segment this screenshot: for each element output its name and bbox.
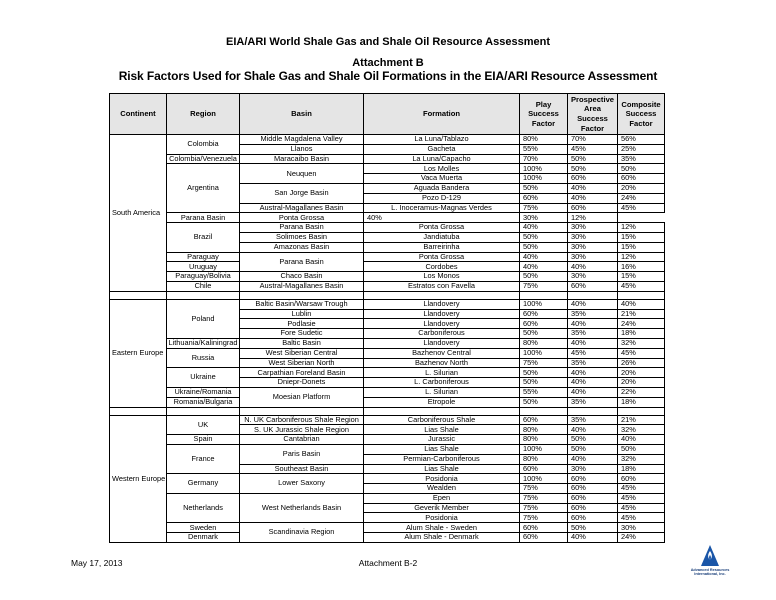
table-row [110, 533, 665, 543]
region-cell: Argentina [167, 164, 240, 213]
basin-cell: Southeast Basin [240, 464, 364, 474]
prospective-factor-cell: 40% [568, 368, 618, 378]
formation-cell: Aguada Bandera [364, 183, 520, 193]
composite-factor-cell: 30% [618, 523, 665, 533]
prospective-factor-cell: 40% [568, 454, 618, 464]
prospective-factor-cell: 45% [568, 144, 618, 154]
formation-cell: Posidonia [364, 474, 520, 484]
basin-cell: Scandinavia Region [240, 523, 364, 543]
play-factor-cell: 50% [520, 378, 568, 388]
formation-cell: Barreirinha [364, 242, 520, 252]
basin-cell: Amazonas Basin [240, 242, 364, 252]
basin-cell: Moesian Platform [240, 387, 364, 407]
table-row [110, 493, 665, 503]
play-factor-cell: 80% [520, 338, 568, 348]
table-row [110, 252, 665, 262]
table-row [110, 262, 665, 272]
table-row [110, 444, 665, 454]
play-factor-cell: 55% [520, 144, 568, 154]
formation-cell: Permian-Carboniferous [364, 454, 520, 464]
play-factor-cell: 55% [520, 387, 568, 397]
region-cell: Colombia/Venezuela [167, 154, 240, 164]
continent-cell: South America [110, 135, 167, 292]
composite-factor-cell: 12% [618, 252, 665, 262]
formation-cell: Posidonia [364, 513, 520, 523]
region-cell: France [167, 444, 240, 473]
basin-cell: Chaco Basin [240, 272, 364, 282]
basin-cell: Austral-Magallanes Basin [240, 281, 364, 291]
prospective-factor-cell: 40% [568, 193, 618, 203]
basin-cell: Maracaibo Basin [240, 154, 364, 164]
header-prospective-success: Prospective Area Success Factor [568, 94, 618, 135]
composite-factor-cell: 45% [618, 281, 665, 291]
table-row [110, 135, 665, 145]
region-cell: Paraguay/Bolivia [167, 272, 240, 282]
play-factor-cell: 60% [520, 533, 568, 543]
header-play-success: Play Success Factor [520, 94, 568, 135]
play-factor-cell: 75% [520, 358, 568, 368]
composite-factor-cell: 20% [618, 378, 665, 388]
formation-cell: Los Monos [364, 272, 520, 282]
play-factor-cell: 75% [520, 484, 568, 494]
spacer-row [110, 291, 665, 299]
composite-factor-cell: 21% [618, 415, 665, 425]
prospective-factor-cell: 50% [568, 435, 618, 445]
prospective-factor-cell: 40% [568, 319, 618, 329]
basin-cell: Neuquen [240, 164, 364, 184]
basin-cell: Cantabrian [240, 435, 364, 445]
basin-cell: Baltic Basin [240, 338, 364, 348]
table-header-row [110, 94, 665, 135]
basin-cell: Austral-Magallanes Basin [240, 203, 364, 213]
composite-factor-cell: 12% [568, 213, 618, 223]
composite-factor-cell: 40% [618, 299, 665, 309]
prospective-factor-cell: 60% [568, 281, 618, 291]
formation-cell: Alum Shale - Denmark [364, 533, 520, 543]
composite-factor-cell: 25% [618, 144, 665, 154]
region-cell: Uruguay [167, 262, 240, 272]
table-row [110, 272, 665, 282]
play-factor-cell: 60% [520, 309, 568, 319]
composite-factor-cell: 15% [618, 232, 665, 242]
region-cell: Netherlands [167, 493, 240, 522]
play-factor-cell: 40% [520, 223, 568, 233]
footer-page-number: Attachment B-2 [358, 558, 418, 568]
region-cell: Ukraine/Romania [167, 387, 240, 397]
prospective-factor-cell: 35% [568, 415, 618, 425]
footer-date: May 17, 2013 [71, 558, 123, 568]
prospective-factor-cell: 40% [568, 378, 618, 388]
prospective-factor-cell: 60% [568, 174, 618, 184]
composite-factor-cell: 60% [618, 174, 665, 184]
formation-cell: Estratos con Favella [364, 281, 520, 291]
header-composite-success: Composite Success Factor [618, 94, 665, 135]
composite-factor-cell: 40% [618, 435, 665, 445]
formation-cell: Ponta Grossa [240, 213, 364, 223]
prospective-factor-cell: 35% [568, 329, 618, 339]
prospective-factor-cell: 30% [568, 272, 618, 282]
play-factor-cell: 80% [520, 454, 568, 464]
formation-cell: Vaca Muerta [364, 174, 520, 184]
composite-factor-cell: 18% [618, 329, 665, 339]
composite-factor-cell: 15% [618, 242, 665, 252]
ari-flame-logo-icon [698, 544, 722, 568]
play-factor-cell: 50% [520, 368, 568, 378]
basin-cell: Baltic Basin/Warsaw Trough [240, 299, 364, 309]
prospective-factor-cell: 60% [568, 474, 618, 484]
formation-cell: Alum Shale - Sweden [364, 523, 520, 533]
region-cell: Paraguay [167, 252, 240, 262]
prospective-factor-cell: 40% [568, 183, 618, 193]
formation-cell: Bazhenov North [364, 358, 520, 368]
basin-cell: N. UK Carboniferous Shale Region [240, 415, 364, 425]
prospective-factor-cell: 40% [568, 338, 618, 348]
prospective-factor-cell: 40% [568, 262, 618, 272]
basin-cell: West Siberian North [240, 358, 364, 368]
formation-cell: Lias Shale [364, 464, 520, 474]
prospective-factor-cell: 35% [568, 358, 618, 368]
play-factor-cell: 100% [520, 444, 568, 454]
company-logo [690, 544, 730, 577]
play-factor-cell: 75% [520, 503, 568, 513]
basin-cell: Paris Basin [240, 444, 364, 464]
prospective-factor-cell: 40% [568, 533, 618, 543]
table-row [110, 213, 665, 223]
region-cell: Chile [167, 281, 240, 291]
composite-factor-cell: 56% [618, 135, 665, 145]
prospective-factor-cell: 40% [568, 425, 618, 435]
formation-cell: L. Silurian [364, 368, 520, 378]
formation-cell: Llandovery [364, 319, 520, 329]
formation-cell: Wealden [364, 484, 520, 494]
basin-cell: Llanos [240, 144, 364, 154]
composite-factor-cell: 32% [618, 454, 665, 464]
table-row [110, 281, 665, 291]
region-cell: Brazil [167, 223, 240, 252]
formation-cell: Llandovery [364, 309, 520, 319]
play-factor-cell: 50% [520, 329, 568, 339]
composite-factor-cell: 22% [618, 387, 665, 397]
document-title: EIA/ARI World Shale Gas and Shale Oil Resource Assessment [226, 36, 550, 48]
table-row [110, 387, 665, 397]
play-factor-cell: 60% [520, 193, 568, 203]
basin-cell: Fore Sudetic [240, 329, 364, 339]
formation-cell: Lias Shale [364, 425, 520, 435]
region-cell: Colombia [167, 135, 240, 155]
formation-cell: L. Silurian [364, 387, 520, 397]
play-factor-cell: 60% [520, 464, 568, 474]
composite-factor-cell: 45% [618, 503, 665, 513]
prospective-factor-cell: 30% [568, 464, 618, 474]
region-cell: Russia [167, 348, 240, 368]
composite-factor-cell: 45% [618, 348, 665, 358]
prospective-factor-cell: 60% [568, 203, 618, 213]
formation-cell: Ponta Grossa [364, 223, 520, 233]
logo-text: Advanced Resources International, Inc. [690, 568, 730, 577]
prospective-factor-cell: 30% [568, 252, 618, 262]
composite-factor-cell: 60% [618, 474, 665, 484]
basin-cell: Lublin [240, 309, 364, 319]
formation-cell: Lias Shale [364, 444, 520, 454]
composite-factor-cell: 20% [618, 368, 665, 378]
play-factor-cell: 100% [520, 299, 568, 309]
basin-cell: S. UK Jurassic Shale Region [240, 425, 364, 435]
basin-cell: Parana Basin [167, 213, 240, 223]
prospective-factor-cell: 60% [568, 513, 618, 523]
risk-factors-table [109, 93, 665, 543]
prospective-factor-cell: 40% [568, 299, 618, 309]
play-factor-cell: 80% [520, 435, 568, 445]
formation-cell: L. Carboniferous [364, 378, 520, 388]
play-factor-cell: 100% [520, 474, 568, 484]
composite-factor-cell: 45% [618, 493, 665, 503]
formation-cell: Gacheta [364, 144, 520, 154]
prospective-factor-cell: 35% [568, 309, 618, 319]
composite-factor-cell: 18% [618, 464, 665, 474]
play-factor-cell: 50% [520, 397, 568, 407]
prospective-factor-cell: 50% [568, 523, 618, 533]
composite-factor-cell: 50% [618, 444, 665, 454]
composite-factor-cell: 16% [618, 262, 665, 272]
prospective-factor-cell: 60% [568, 493, 618, 503]
play-factor-cell: 80% [520, 135, 568, 145]
play-factor-cell: 75% [520, 203, 568, 213]
table-row [110, 435, 665, 445]
play-factor-cell: 100% [520, 348, 568, 358]
prospective-factor-cell: 35% [568, 397, 618, 407]
formation-cell: Jurassic [364, 435, 520, 445]
prospective-factor-cell: 60% [568, 484, 618, 494]
formation-cell: Ponta Grossa [364, 252, 520, 262]
table-row [110, 164, 665, 174]
play-factor-cell: 60% [520, 319, 568, 329]
play-factor-cell: 75% [520, 493, 568, 503]
play-factor-cell: 50% [520, 272, 568, 282]
region-cell: Germany [167, 474, 240, 494]
region-cell: Denmark [167, 533, 240, 543]
composite-factor-cell: 35% [618, 154, 665, 164]
formation-cell: Llandovery [364, 338, 520, 348]
region-cell: Romania/Bulgaria [167, 397, 240, 407]
continent-cell: Eastern Europe [110, 299, 167, 407]
region-cell: Poland [167, 299, 240, 338]
formation-cell: Etropole [364, 397, 520, 407]
formation-cell: Epen [364, 493, 520, 503]
formation-cell: Cordobes [364, 262, 520, 272]
continent-cell: Western Europe [110, 415, 167, 542]
basin-cell: Middle Magdalena Valley [240, 135, 364, 145]
table-row [110, 474, 665, 484]
basin-cell: Carpathian Foreland Basin [240, 368, 364, 378]
play-factor-cell: 60% [520, 415, 568, 425]
region-cell: Spain [167, 435, 240, 445]
header-formation: Formation [364, 94, 520, 135]
basin-cell: Dniepr-Donets [240, 378, 364, 388]
prospective-factor-cell: 30% [520, 213, 568, 223]
play-factor-cell: 100% [520, 164, 568, 174]
basin-cell: San Jorge Basin [240, 183, 364, 203]
composite-factor-cell: 32% [618, 338, 665, 348]
spacer-row [110, 407, 665, 415]
table-row [110, 154, 665, 164]
prospective-factor-cell: 50% [568, 164, 618, 174]
prospective-factor-cell: 50% [568, 444, 618, 454]
composite-factor-cell: 45% [618, 484, 665, 494]
basin-cell: Podlasie [240, 319, 364, 329]
formation-cell: Los Molles [364, 164, 520, 174]
composite-factor-cell: 45% [618, 203, 665, 213]
composite-factor-cell: 24% [618, 533, 665, 543]
formation-cell: L. Inoceramus-Magnas Verdes [364, 203, 520, 213]
prospective-factor-cell: 45% [568, 348, 618, 358]
region-cell: Lithuania/Kaliningrad [168, 338, 238, 348]
table-row [110, 348, 665, 358]
table-row [110, 368, 665, 378]
formation-cell: Llandovery [364, 299, 520, 309]
table-row [110, 415, 665, 425]
region-cell: Ukraine [167, 368, 240, 388]
prospective-factor-cell: 30% [568, 232, 618, 242]
composite-factor-cell: 15% [618, 272, 665, 282]
basin-cell: Parana Basin [240, 252, 364, 272]
prospective-factor-cell: 30% [568, 242, 618, 252]
formation-cell: Carboniferous [364, 329, 520, 339]
composite-factor-cell: 26% [618, 358, 665, 368]
composite-factor-cell: 24% [618, 193, 665, 203]
formation-cell: Bazhenov Central [364, 348, 520, 358]
header-region: Region [167, 94, 240, 135]
table-row [110, 397, 665, 407]
play-factor-cell: 70% [520, 154, 568, 164]
play-factor-cell: 100% [520, 174, 568, 184]
play-factor-cell: 50% [520, 183, 568, 193]
play-factor-cell: 75% [520, 281, 568, 291]
play-factor-cell: 50% [520, 242, 568, 252]
prospective-factor-cell: 60% [568, 503, 618, 513]
table-row [110, 523, 665, 533]
composite-factor-cell: 50% [618, 164, 665, 174]
prospective-factor-cell: 40% [568, 387, 618, 397]
prospective-factor-cell: 30% [568, 223, 618, 233]
composite-factor-cell: 18% [618, 397, 665, 407]
prospective-factor-cell: 70% [568, 135, 618, 145]
formation-cell: La Luna/Capacho [364, 154, 520, 164]
play-factor-cell: 40% [520, 262, 568, 272]
basin-cell: Solimoes Basin [240, 232, 364, 242]
composite-factor-cell: 45% [618, 513, 665, 523]
attachment-label: Attachment B [352, 57, 424, 69]
composite-factor-cell: 20% [618, 183, 665, 193]
play-factor-cell: 40% [364, 213, 520, 223]
play-factor-cell: 75% [520, 513, 568, 523]
basin-cell: West Siberian Central [240, 348, 364, 358]
table-row [110, 299, 665, 309]
formation-cell: Jandiatuba [364, 232, 520, 242]
formation-cell: Geverik Member [364, 503, 520, 513]
composite-factor-cell: 12% [618, 223, 665, 233]
region-cell: Sweden [167, 523, 240, 533]
play-factor-cell: 40% [520, 252, 568, 262]
table-row [110, 223, 665, 233]
header-continent: Continent [110, 94, 167, 135]
prospective-factor-cell: 50% [568, 154, 618, 164]
formation-cell: Pozo D-129 [364, 193, 520, 203]
composite-factor-cell: 32% [618, 425, 665, 435]
table-row [110, 338, 665, 348]
header-basin: Basin [240, 94, 364, 135]
play-factor-cell: 50% [520, 232, 568, 242]
region-cell: UK [167, 415, 240, 435]
basin-cell: Lower Saxony [240, 474, 364, 494]
formation-cell: Carboniferous Shale [364, 415, 520, 425]
play-factor-cell: 60% [520, 523, 568, 533]
play-factor-cell: 80% [520, 425, 568, 435]
table-subtitle: Risk Factors Used for Shale Gas and Shale Oil Formations in the EIA/ARI Resource Assessment [118, 69, 658, 83]
basin-cell: Parana Basin [240, 223, 364, 233]
composite-factor-cell: 21% [618, 309, 665, 319]
formation-cell: La Luna/Tablazo [364, 135, 520, 145]
basin-cell: West Netherlands Basin [240, 493, 364, 522]
composite-factor-cell: 24% [618, 319, 665, 329]
